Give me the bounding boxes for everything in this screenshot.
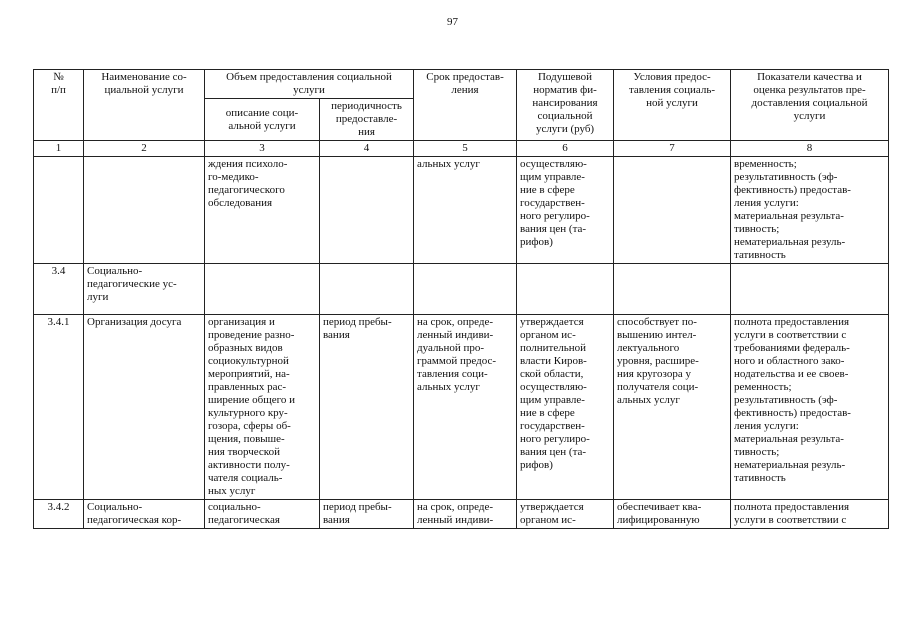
row-service-name xyxy=(84,157,205,264)
row-periodicity: период пребы- вания xyxy=(320,500,414,529)
header-periodicity: периодичность предоставле- ния xyxy=(320,99,414,141)
header-indicators: Показатели качества и оценка результатов пре- доставления социальной услуги xyxy=(731,70,889,141)
row-conditions: обеспечивает ква- лифицированную xyxy=(614,500,731,529)
row-service-name: Социально- педагогические ус- луги xyxy=(84,264,205,315)
row-description: организация и проведение разно- образных видов социокультурной мероприятий, на- правленных рас- ширение общего и культурного кру- гозора, сферы об- щения, повыше- ния творческой активности полу- чателя социаль- ных услуг xyxy=(205,315,320,500)
row-conditions xyxy=(614,157,731,264)
column-number: 4 xyxy=(320,141,414,157)
table-row xyxy=(34,315,889,500)
table-row xyxy=(34,500,889,529)
row-term: на срок, опреде- ленный индиви- дуальной про- граммой предос- тавления соци- альных услуг xyxy=(414,315,517,500)
header-number: № п/п xyxy=(34,70,84,141)
row-number: 3.4 xyxy=(34,264,84,315)
row-norm: утверждается органом ис- полнительной власти Киров- ской области, осуществляю- щим управле- ние в сфере государствен- ного регулиро- вания цен (та- рифов) xyxy=(517,315,614,500)
row-periodicity xyxy=(320,264,414,315)
services-table xyxy=(33,69,889,529)
row-description: ждения психоло- го-медико- педагогического обследования xyxy=(205,157,320,264)
column-number: 3 xyxy=(205,141,320,157)
row-conditions: способствует по- вышению интел- лектуального уровня, расшире- ния кругозора у получателя соци- альных услуг xyxy=(614,315,731,500)
row-indicators: временность; результативность (эф- фективность) предостав- ления услуги: материальная результа- тивность; нематериальная резуль- тативность xyxy=(731,157,889,264)
column-number: 5 xyxy=(414,141,517,157)
header-service-name: Наименование со- циальной услуги xyxy=(84,70,205,141)
row-conditions xyxy=(614,264,731,315)
column-number: 7 xyxy=(614,141,731,157)
row-term: альных услуг xyxy=(414,157,517,264)
header-term: Срок предостав- ления xyxy=(414,70,517,141)
row-norm: осуществляю- щим управле- ние в сфере государствен- ного регулиро- вания цен (та- рифов) xyxy=(517,157,614,264)
row-number xyxy=(34,157,84,264)
column-number: 6 xyxy=(517,141,614,157)
table-header-row xyxy=(34,70,889,99)
row-description xyxy=(205,264,320,315)
row-norm xyxy=(517,264,614,315)
row-description: социально- педагогическая xyxy=(205,500,320,529)
row-term xyxy=(414,264,517,315)
row-indicators: полнота предоставления услуги в соответствии с xyxy=(731,500,889,529)
header-norm: Подушевой норматив фи- нансирования социальной услуги (руб) xyxy=(517,70,614,141)
table-row xyxy=(34,264,889,315)
header-description: описание соци- альной услуги xyxy=(205,99,320,141)
row-periodicity: период пребы- вания xyxy=(320,315,414,500)
column-number: 8 xyxy=(731,141,889,157)
header-conditions: Условия предос- тавления социаль- ной услуги xyxy=(614,70,731,141)
column-number: 1 xyxy=(34,141,84,157)
row-number: 3.4.1 xyxy=(34,315,84,500)
column-numbers-row xyxy=(34,141,889,157)
row-periodicity xyxy=(320,157,414,264)
row-indicators xyxy=(731,264,889,315)
header-volume: Объем предоставления социальной услуги xyxy=(205,70,414,99)
table-row xyxy=(34,157,889,264)
row-service-name: Социально- педагогическая кор- xyxy=(84,500,205,529)
row-number: 3.4.2 xyxy=(34,500,84,529)
page-number: 97 xyxy=(447,16,458,28)
column-number: 2 xyxy=(84,141,205,157)
row-indicators: полнота предоставления услуги в соответствии с требованиями федераль- ного и областного зако- нодательства и ее своев- ременность; результативность (эф- фективность) предостав- ления услуги: материальная результа- тивность; нематериальная резуль- тативность xyxy=(731,315,889,500)
row-term: на срок, опреде- ленный индиви- xyxy=(414,500,517,529)
row-service-name: Организация досуга xyxy=(84,315,205,500)
row-norm: утверждается органом ис- xyxy=(517,500,614,529)
